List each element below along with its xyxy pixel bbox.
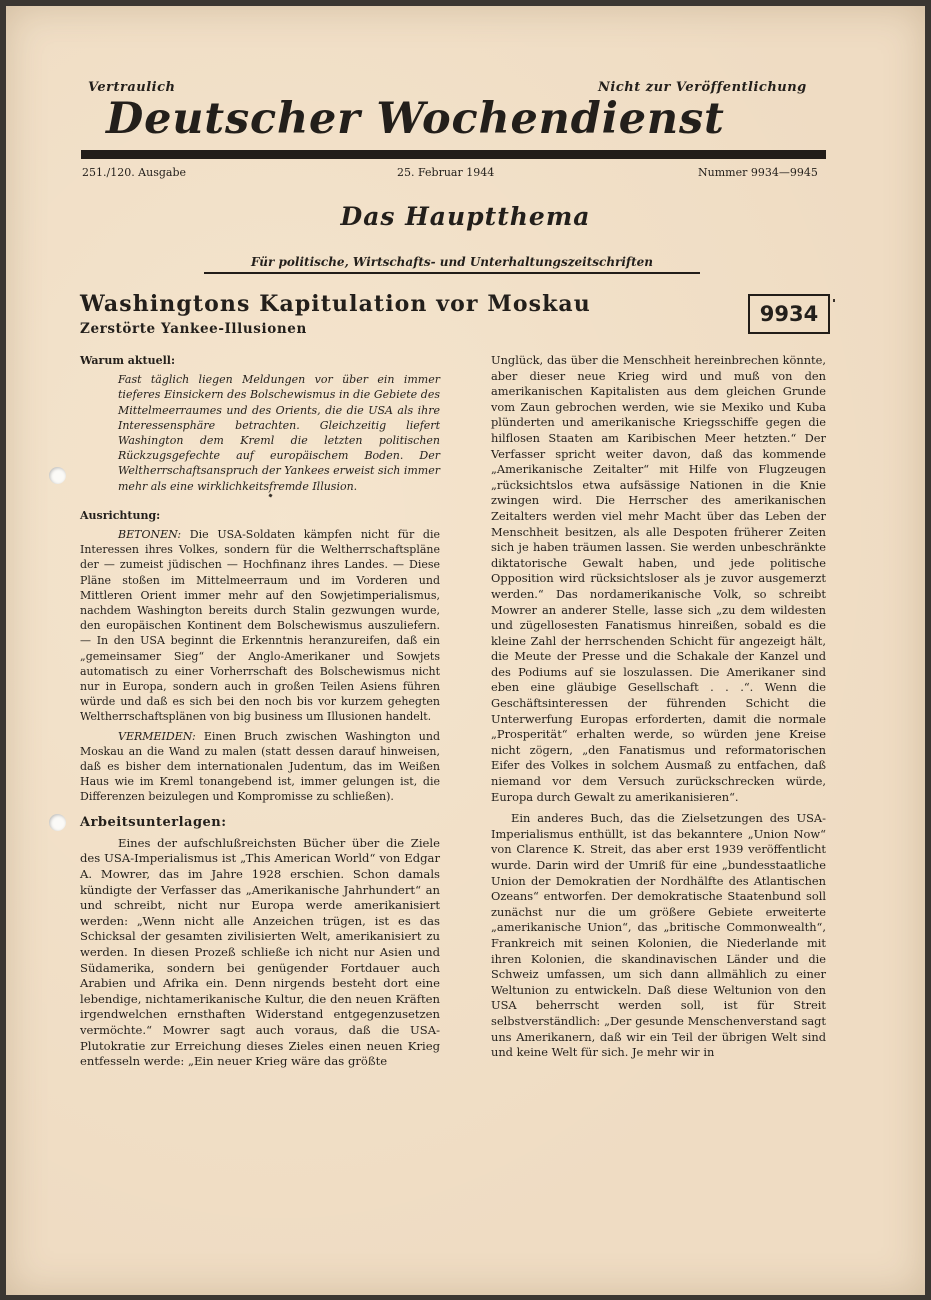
warum-label: Warum aktuell: — [80, 354, 176, 367]
right-column — [491, 353, 826, 1061]
right-paragraph-1: Unglück, das über die Menschheit hereinbrechen könnte, aber dieser neue Krieg wird und muß von den amerikanischen Kapitalisten aus dem gleichen Grunde vom Zaun gebrochen werden, wie sie Mexiko und Kuba plünderten und amerikanische Kriegsschiffe gegen die hilflosen Staaten am Karibischen Meer hetzten.“ Der Verfasser spricht weiter davon, daß das kommende „Amerikanische Zeitalter“ mit Hilfe von Flugzeugen „rücksichtslos etwa aufsässige Nationen in die Knie zwingen wird. Die Herrscher des amerikanischen Zeitalters werden viel mehr Macht über das Leben der Menschheit besitzen, als alle Despoten früherer Zeiten sich je haben träumen lassen. Sie werden unbeschränkte diktatorische Gewalt haben, und jede politische Opposition wird rücksichtsloser als je zuvor ausgemerzt werden.“ Das nordamerikanische Volk, so schreibt Mowrer an anderer Stelle, lasse sich „zu dem wildesten und zügellosesten Fanatismus hinreißen, sobald es die kleine Zahl der herrschenden Schicht für angezeigt hält, die Meute der Presse und die Schakale der Kanzel und des Podiums auf sie loszulassen. Die Amerikaner sind eben eine gläubige Gesellschaft . . .“. Wenn die Geschäftsinteressen der führenden Schicht die Unterwerfung Europas erforderten, damit die normale „Prosperität“ erhalten werde, so würden jene Kreise nicht zögern, „den Fanatismus und reformatorischen Eifer des Volkes in solchem Ausmaß zu entfachen, daß niemand vor dem Versuch zurückschrecken würde, Europa durch Gewalt zu amerikanisieren“. — [491, 353, 826, 804]
punch-hole-top — [49, 467, 66, 484]
not-for-publication-note: Nicht zur Veröffentlichung — [598, 80, 807, 95]
issue-date: 25. Februar 1944 — [397, 166, 495, 179]
left-column — [80, 353, 440, 1074]
edition-number: 251./120. Ausgabe — [82, 166, 187, 179]
ausrichtung-label: Ausrichtung: — [80, 508, 161, 522]
right-paragraph-2: Ein anderes Buch, das die Zielsetzungen des USA-Imperialismus enthüllt, ist das bekanntere „Union Now“ von Clarence K. Streit, das aber erst 1939 veröffentlicht wurde. Darin wird der Umriß für eine „bundesstaatliche Union der Demokratien der Nordhälfte des Atlantischen Ozeans“ entworfen. Der demokratische Staatenbund soll zunächst nur die um größere Gebiete erweiterte „amerikanische Union“, das „britische Commonwealth“, Frankreich mit seinen Kolonien, die Niederlande mit ihren Kolonien, die skandinavischen Länder und die Schweiz umfassen, um sich dann allmählich zu einer Weltunion zu entwickeln. Daß diese Weltunion von den USA beherrscht werden soll, ist für Streit selbstverständlich: „Der gesunde Menschenverstand sagt uns Amerikanern, daß wir ein Teil der übrigen Welt sind und keine Welt für sich. Je mehr wir in — [491, 811, 826, 1060]
masthead-title: Deutscher Wochendienst — [106, 94, 725, 144]
section-title: Das Hauptthema — [340, 202, 591, 231]
arbeitsunterlagen-text: Eines der aufschlußreichsten Bücher über die Ziele des USA-Imperialismus ist „This American World“ von Edgar A. Mowrer, das im Jahre 1928 erschien. Schon damals kündigte der Verfasser das „Amerikanische Jahrhundert“ an und schreibt, nicht nur Europa werde amerikanisiert werden: „Wenn nicht alle Anzeichen trügen, ist es das Schicksal der gesamten zivilisierten Welt, amerikanisiert zu werden. In diesen Prozeß schließe ich nicht nur Asien und Südamerika, sondern bei genügender Fortdauer auch Arabien und Afrika ein. Denn nirgends besteht dort eine lebendige, nichtamerikanische Kultur, die den neuen Kräften irgendwelchen ernsthaften Widerstand entgegenzusetzen vermöchte.“ Mowrer sagt auch voraus, daß die USA-Plutokratie zur Erreichung dieses Zieles einen neuen Krieg entfesseln werde: „Ein neuer Krieg wäre das größte — [80, 835, 440, 1069]
vermeiden-paragraph — [80, 729, 440, 805]
vermeiden-text: Einen Bruch zwischen Washington und Moskau an die Wand zu malen (statt dessen darauf hinweisen, daß es bisher dem internationalen Judentum, das im Weißen Haus wie im Kreml tonangebend ist, immer gelungen ist, die Differenzen beizulegen und Kompromisse zu schließen). — [80, 729, 441, 804]
item-numbers: Nummer 9934—9945 — [698, 166, 818, 179]
print-speck — [833, 299, 835, 302]
warum-text: Fast täglich liegen Meldungen vor über ein immer tieferes Einsickern des Bolschewismus in die Gebiete des Mittelmeerraumes und des Orients, die die USA als ihre Interessensphäre betrachten. Gleichzeitig liefert Washington dem Kreml die letzten politischen Rückzugsgefechte auf europäischem Boden. Der Weltherrschaftsanspruch der Yankees erweist sich immer mehr als eine wirklichkeitsfremde Illusion. — [118, 373, 440, 493]
betonen-text: Die USA-Soldaten kämpfen nicht für die Interessen ihres Volkes, sondern für die Weltherrschaftspläne der — zumeist jüdischen — Hochfinanz ihres Landes. — Diese Pläne stoßen im Mittelmeerraum und im Vorderen und Mittleren Orient immer mehr auf den Sowjetimperialismus, nachdem Washington bereits durch Stalin gezwungen wurde, den europäischen Kontinent dem Bolschewismus auszuliefern. — In den USA beginnt die Erkenntnis heranzureifen, daß ein „gemeinsamer Sieg“ der Anglo-Amerikaner und Sowjets automatisch zu einer Vorherrschaft des Bolschewismus nicht nur in Europa, sondern auch in großen Teilen Asiens führen würde und daß es sich bei den noch bis vor kurzem gehegten Weltherrschaftsplänen von big business um Illusionen handelt. — [80, 528, 440, 724]
newsletter-page — [6, 6, 925, 1295]
punch-hole-bottom — [49, 814, 66, 831]
betonen-paragraph — [80, 527, 440, 725]
confidential-note: Vertraulich — [88, 80, 176, 95]
section-subtitle: Für politische, Wirtschafts- und Unterhaltungszeitschriften — [204, 255, 700, 274]
article-subheadline: Zerstörte Yankee-Illusionen — [80, 321, 307, 337]
masthead-rule — [81, 150, 826, 159]
arbeitsunterlagen-label: Arbeitsunterlagen: — [80, 814, 227, 830]
vermeiden-label: VERMEIDEN: — [118, 729, 196, 743]
article-headline: Washingtons Kapitulation vor Moskau — [80, 291, 591, 317]
article-number-box: 9934 — [748, 294, 830, 334]
betonen-label: BETONEN: — [118, 528, 182, 542]
